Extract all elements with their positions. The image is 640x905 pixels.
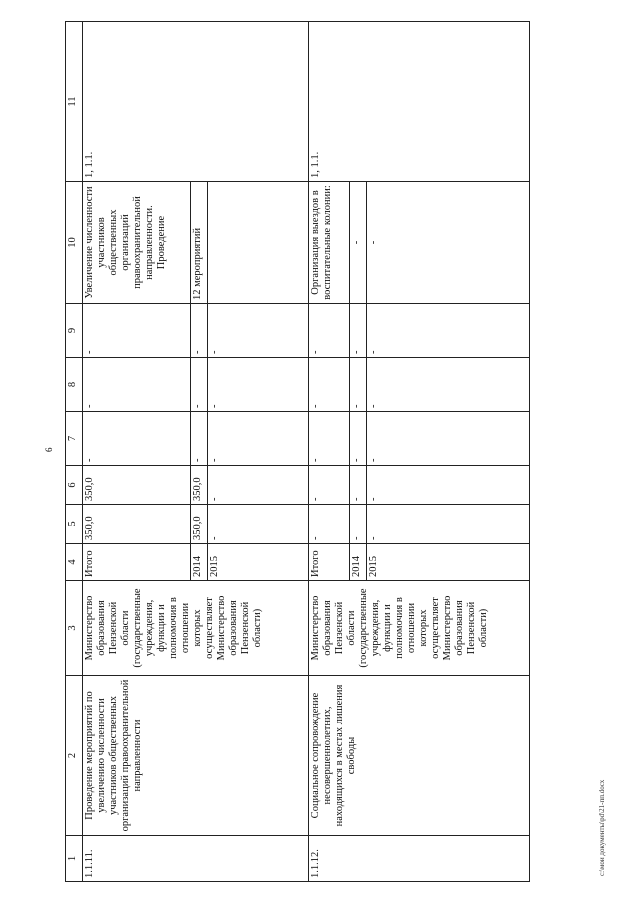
activity-name: Проведение мероприятий по увеличению численности участников общественных организаций правоохранительной направленности — [83, 676, 309, 836]
col-8-value: - — [208, 358, 309, 412]
activities-table — [65, 21, 530, 882]
year-2015: 2015 — [367, 544, 530, 581]
col-header-7: 7 — [66, 412, 83, 466]
col-header-5: 5 — [66, 505, 83, 544]
col-9-value: - — [367, 304, 530, 358]
item-number: 1.1.11. — [83, 836, 309, 882]
expected-result-2015 — [208, 182, 309, 304]
col-7-value: - — [309, 412, 350, 466]
col-8-value: - — [191, 358, 208, 412]
year-2014: 2014 — [191, 544, 208, 581]
col-header-11: 11 — [66, 22, 83, 182]
col-7-value: - — [208, 412, 309, 466]
regional-budget: - — [208, 466, 309, 505]
col-9-value: - — [309, 304, 350, 358]
expected-result-2014: - — [350, 182, 367, 304]
total-amount: 350,0 — [83, 505, 191, 544]
expected-result: Увеличение численности участников общественных организаций правоохранительной направленности. Проведение — [83, 182, 191, 304]
col-9-value: - — [208, 304, 309, 358]
regional-budget: - — [309, 466, 350, 505]
col-header-2: 2 — [66, 676, 83, 836]
year-total: Итого — [83, 544, 191, 581]
target-reference: 1, 1.1. — [83, 22, 309, 182]
col-header-6: 6 — [66, 466, 83, 505]
page-number: 6 — [44, 447, 54, 452]
target-reference: 1, 1.1. — [309, 22, 530, 182]
col-8-value: - — [367, 358, 530, 412]
table-row — [309, 22, 350, 882]
regional-budget: 350,0 — [83, 466, 191, 505]
regional-budget: - — [350, 466, 367, 505]
regional-budget: 350,0 — [191, 466, 208, 505]
item-number: 1.1.12. — [309, 836, 530, 882]
rotated-table-container — [65, 22, 598, 882]
year-total: Итого — [309, 544, 350, 581]
col-header-10: 10 — [66, 182, 83, 304]
expected-result: Организация выездов в воспитательные колонии: — [309, 182, 350, 304]
col-9-value: - — [350, 304, 367, 358]
table-row — [83, 22, 191, 882]
col-9-value: - — [191, 304, 208, 358]
col-header-3: 3 — [66, 581, 83, 676]
total-amount: - — [309, 505, 350, 544]
total-amount: - — [208, 505, 309, 544]
column-number-row — [66, 22, 83, 882]
col-9-value: - — [83, 304, 191, 358]
col-7-value: - — [83, 412, 191, 466]
col-header-1: 1 — [66, 836, 83, 882]
col-header-4: 4 — [66, 544, 83, 581]
executor: Министерство образования Пензенской области (государственные учреждения, функции и полномочия в отношении которых осуществляет Министерство образования Пензенской области) — [309, 581, 530, 676]
col-7-value: - — [350, 412, 367, 466]
regional-budget: - — [367, 466, 530, 505]
col-7-value: - — [191, 412, 208, 466]
year-2015: 2015 — [208, 544, 309, 581]
total-amount: - — [350, 505, 367, 544]
total-amount: - — [367, 505, 530, 544]
total-amount: 350,0 — [191, 505, 208, 544]
year-2014: 2014 — [350, 544, 367, 581]
executor: Министерство образования Пензенской области (государственные учреждения, функции и полномочия в отношении которых осуществляет Министерство образования Пензенской области) — [83, 581, 309, 676]
col-header-8: 8 — [66, 358, 83, 412]
footer-file-path: с:\мои документы\pd\21-пп.docx — [598, 779, 606, 876]
expected-result-2014: 12 мероприятий — [191, 182, 208, 304]
col-8-value: - — [350, 358, 367, 412]
col-7-value: - — [367, 412, 530, 466]
expected-result-2015: - — [367, 182, 530, 304]
col-8-value: - — [83, 358, 191, 412]
col-header-9: 9 — [66, 304, 83, 358]
activity-name: Социальное сопровождение несовершеннолетних, находящихся в местах лишения свободы — [309, 676, 530, 836]
col-8-value: - — [309, 358, 350, 412]
